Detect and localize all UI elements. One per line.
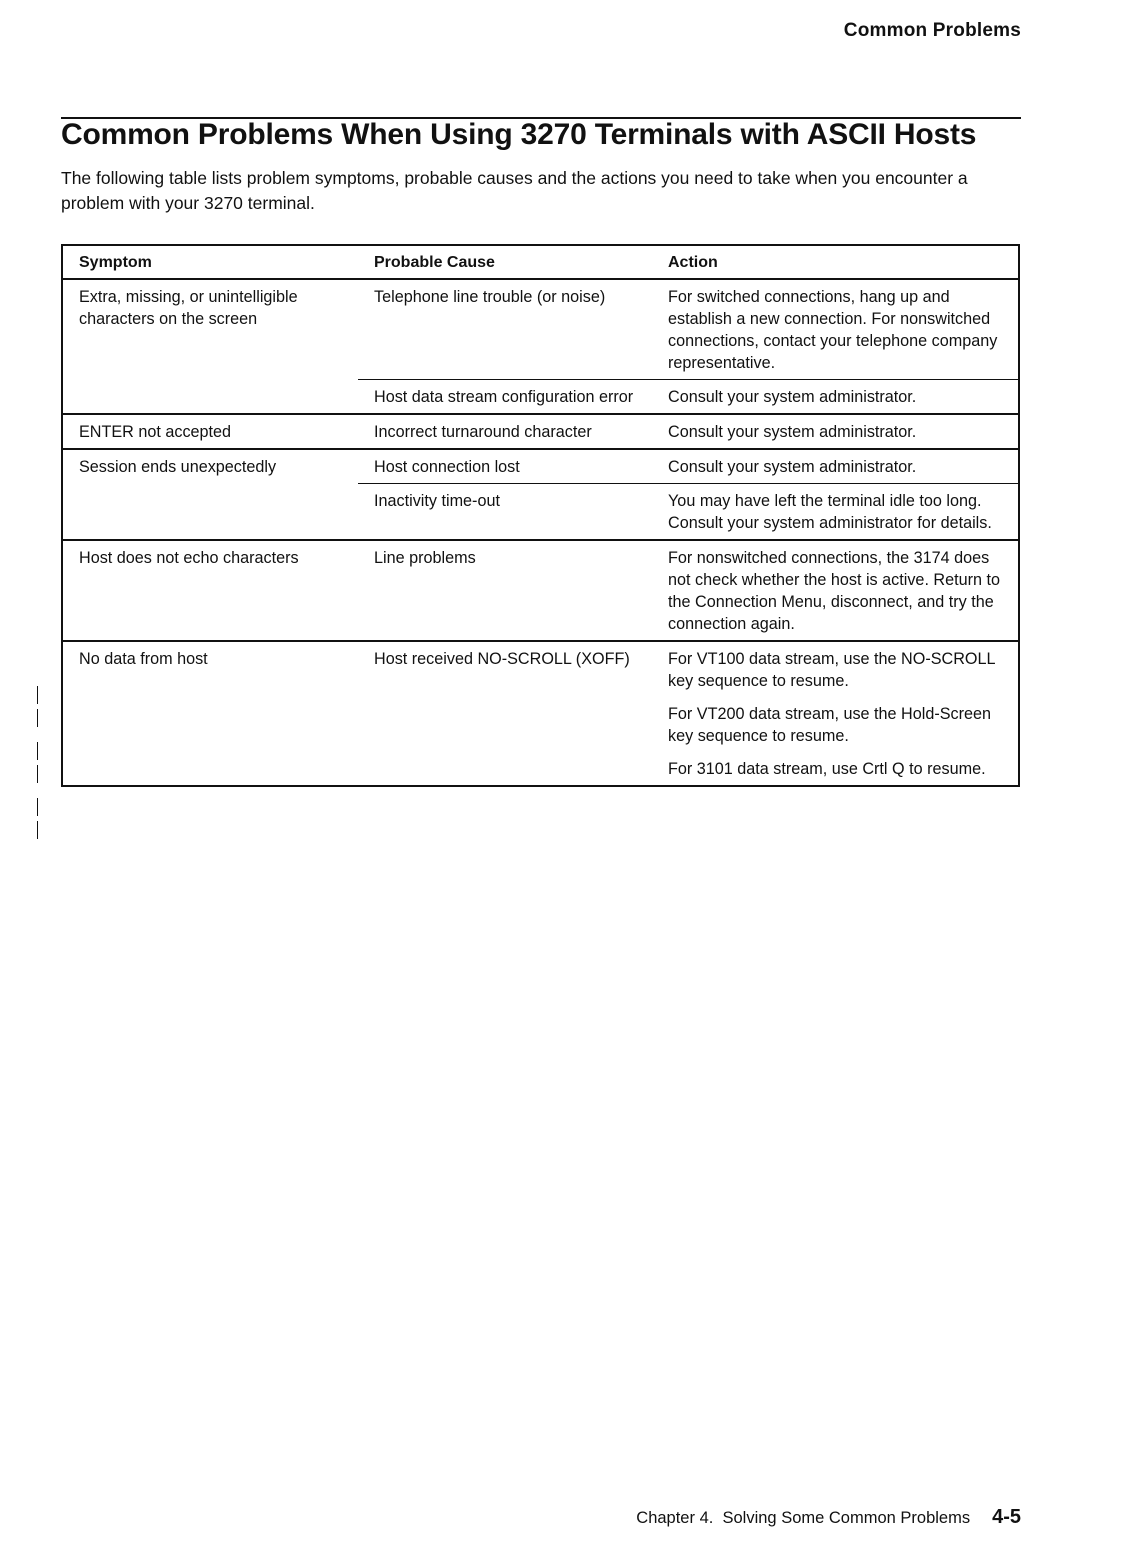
action-text: Consult your system administrator. bbox=[668, 458, 917, 476]
running-head: Common Problems bbox=[843, 20, 1021, 41]
table-row bbox=[62, 540, 1019, 641]
header-action: Action bbox=[652, 245, 1019, 279]
action-cell bbox=[652, 449, 1019, 484]
action-text: You may have left the terminal idle too long. Consult your system administrator for details. bbox=[668, 492, 992, 532]
symptom-cell: Host does not echo characters bbox=[62, 540, 358, 641]
cause-cell: Telephone line trouble (or noise) bbox=[358, 279, 652, 380]
page-number: 4-5 bbox=[992, 1506, 1021, 1528]
action-text: For 3101 data stream, use Crtl Q to resume. bbox=[668, 760, 986, 778]
action-text: For VT200 data stream, use the Hold-Screen key sequence to resume. bbox=[668, 705, 992, 745]
cause-cell: Host data stream configuration error bbox=[358, 380, 652, 415]
table-row bbox=[62, 414, 1019, 449]
action-cell bbox=[652, 641, 1019, 786]
problems-table-container bbox=[61, 244, 1020, 787]
table-row bbox=[62, 279, 1019, 380]
symptom-cell: Extra, missing, or unintelligible characters on the screen bbox=[62, 279, 358, 414]
cause-cell: Host received NO-SCROLL (XOFF) bbox=[374, 650, 630, 668]
problems-table bbox=[61, 244, 1020, 787]
header-probable-cause: Probable Cause bbox=[358, 245, 652, 279]
action-text: Consult your system administrator. bbox=[668, 388, 917, 406]
action-text: For switched connections, hang up and establish a new connection. For nonswitched connections, contact your telephone company representative. bbox=[668, 288, 998, 372]
revision-bar bbox=[37, 709, 38, 727]
revision-bar bbox=[37, 686, 38, 704]
footer-chapter: Chapter 4. Solving Some Common Problems bbox=[636, 1509, 971, 1527]
symptom-cell: ENTER not accepted bbox=[62, 414, 358, 449]
action-text: For nonswitched connections, the 3174 does not check whether the host is active. Return to the Connection Menu, disconnect, and try the connection again. bbox=[668, 549, 1001, 633]
symptom-cell: Session ends unexpectedly bbox=[62, 449, 358, 540]
action-text: For VT100 data stream, use the NO-SCROLL key sequence to resume. bbox=[668, 650, 995, 690]
page-footer bbox=[636, 1506, 1021, 1529]
cause-cell: Incorrect turnaround character bbox=[358, 414, 652, 449]
intro-paragraph: The following table lists problem symptoms, probable causes and the actions you need to take when you encounter a problem with your 3270 terminal. bbox=[61, 168, 968, 213]
table-header-row bbox=[62, 245, 1019, 279]
cause-cell: Line problems bbox=[358, 540, 652, 641]
action-cell bbox=[652, 414, 1019, 449]
action-cell bbox=[652, 484, 1019, 541]
action-text: Consult your system administrator. bbox=[668, 423, 917, 441]
revision-bar bbox=[37, 765, 38, 783]
cause-cell: Inactivity time-out bbox=[358, 484, 652, 541]
table-row bbox=[62, 641, 1019, 786]
revision-bar bbox=[37, 798, 38, 816]
action-cell bbox=[652, 279, 1019, 380]
header-symptom: Symptom bbox=[62, 245, 358, 279]
action-cell bbox=[652, 540, 1019, 641]
page-title: Common Problems When Using 3270 Terminals with ASCII Hosts bbox=[61, 118, 977, 151]
action-cell bbox=[652, 380, 1019, 415]
cause-cell: Host connection lost bbox=[358, 449, 652, 484]
symptom-cell: No data from host bbox=[79, 650, 208, 668]
table-row bbox=[62, 449, 1019, 484]
revision-bar bbox=[37, 821, 38, 839]
revision-bar bbox=[37, 742, 38, 760]
